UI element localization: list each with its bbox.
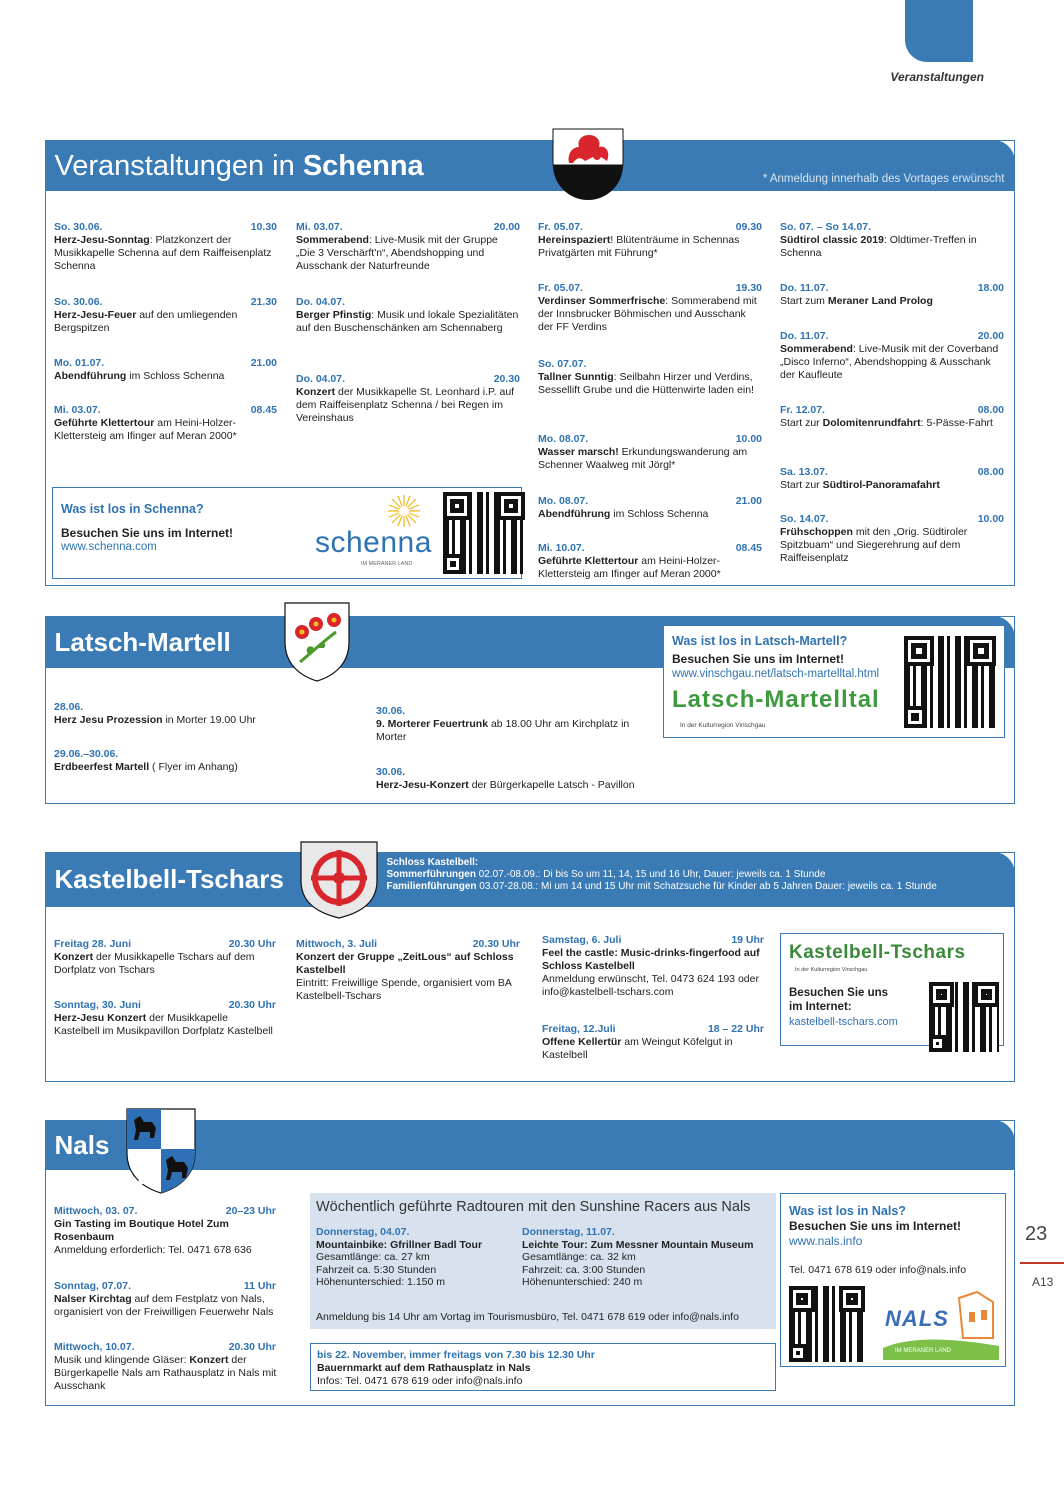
promo-cta: Besuchen Sie uns im Internet! — [789, 1219, 962, 1233]
event-text: Erkundungswanderung am Schenner Waalweg mit Jörgl* — [538, 446, 748, 471]
bike-tour-duration: Fahrzeit: ca. 3:00 Stunden — [522, 1263, 646, 1276]
tour-summer-label: Sommerführungen — [386, 868, 476, 880]
page-number-rule — [1020, 1262, 1064, 1264]
page-number: 23 — [1025, 1223, 1048, 1245]
nals-section — [45, 1120, 1015, 1406]
event-item — [538, 282, 762, 334]
qr-code — [904, 636, 996, 728]
event-item — [376, 766, 676, 792]
event-title: Berger Pfinstig — [296, 309, 372, 321]
bike-tour-elevation: Höhenunterschied: 240 m — [522, 1276, 643, 1288]
schenna-logo-sub: IM MERANER LAND — [361, 561, 413, 567]
kastelbell-website-link[interactable]: kastelbell-tschars.com — [789, 1016, 898, 1028]
event-time: 19.30 — [735, 282, 762, 294]
event-date: Samstag, 6. Juli — [542, 934, 622, 946]
event-text: ( Flyer im Anhang) — [149, 761, 238, 773]
promo-cta: Besuchen Sie uns im Internet! — [672, 652, 845, 666]
schenna-note: * Anmeldung innerhalb des Vortages erwünscht — [762, 172, 1005, 185]
event-title: Herz-Jesu-Konzert — [376, 779, 469, 791]
event-item — [780, 221, 1004, 260]
event-title: Gin Tasting im Boutique Hotel Zum Rosenbaum — [54, 1218, 229, 1243]
event-title: Nalser Kirchtag — [54, 1293, 132, 1305]
event-text: am Heini-Holzer-Klettersteig am Ifinger auf Meran 2000* — [54, 417, 237, 442]
event-time: 08.45 — [250, 404, 277, 416]
event-item — [780, 513, 1004, 565]
event-title: Konzert — [296, 386, 336, 398]
event-date: Mo. 08.07. — [538, 495, 589, 507]
event-text: Start zur — [780, 479, 823, 491]
event-time: 20–23 Uhr — [225, 1205, 276, 1217]
promo-cta: Besuchen Sie uns im Internet: — [789, 987, 889, 1013]
bike-tour-title: Leichte Tour: Zum Messner Mountain Museum — [522, 1238, 754, 1251]
event-date: So. 07.07. — [538, 358, 587, 370]
event-text: : Platzkonzert der Musikkapelle Schenna auf dem Raiffeisenplatz Schenna — [54, 234, 272, 272]
event-title: Frühschoppen — [780, 526, 853, 538]
bike-tour — [522, 1226, 774, 1289]
event-text: : Musik und lokale Spezialitäten auf den Buschenschänken am Schennaberg — [296, 309, 519, 334]
latsch-section — [45, 616, 1015, 804]
event-title: Sommerabend — [780, 343, 853, 355]
event-text: Start zur — [780, 417, 823, 429]
event-date: So. 30.06. — [54, 296, 103, 308]
event-time: 20.30 — [493, 373, 520, 385]
event-text: Musik und klingende Gläser: — [54, 1354, 190, 1366]
event-date: So. 30.06. — [54, 221, 103, 233]
market-info: Infos: Tel. 0471 678 619 oder info@nals.info — [317, 1375, 523, 1387]
event-time: 21.00 — [735, 495, 762, 507]
sun-icon — [387, 494, 421, 528]
event-date: Fr. 05.07. — [538, 221, 583, 233]
event-time: 21.30 — [250, 296, 277, 308]
event-item — [296, 296, 520, 335]
event-time: 20.30 Uhr — [228, 999, 276, 1011]
kastelbell-logo-sub: In der Kulturregion Vinschgau — [795, 967, 868, 973]
event-date: Freitag 28. Juni — [54, 938, 132, 950]
event-date: Mi. 03.07. — [296, 221, 343, 233]
event-item — [54, 221, 277, 273]
kastelbell-promo-box — [780, 933, 1004, 1046]
event-title: Erdbeerfest Martell — [54, 761, 150, 773]
event-date: 29.06.–30.06. — [54, 748, 119, 760]
event-item — [542, 934, 764, 999]
kastelbell-crest-icon — [300, 841, 378, 919]
market-box — [310, 1343, 776, 1391]
event-title: Dolomitenrundfahrt — [822, 417, 921, 429]
event-text: am Weingut Köfelgut in Kastelbell — [542, 1036, 733, 1061]
event-time: 19 Uhr — [731, 934, 764, 946]
event-time: 20.00 — [977, 330, 1004, 342]
event-title: Verdinser Sommerfrische — [538, 295, 666, 307]
event-item — [538, 358, 762, 397]
tours-heading: Schloss Kastelbell: — [386, 856, 479, 868]
event-title: Konzert der Gruppe „ZeitLous“ auf Schloss Kastelbell — [296, 951, 514, 976]
market-date: bis 22. November, immer freitags von 7.30 bis 12.30 Uhr — [317, 1349, 595, 1361]
schenna-crest-icon — [551, 127, 625, 203]
event-text: Anmeldung erwünscht, Tel. 0473 624 193 oder info@kastelbell-tschars.com — [542, 973, 759, 998]
promo-question: Was ist los in Schenna? — [61, 502, 204, 516]
event-date: 30.06. — [376, 766, 406, 778]
bike-tour — [316, 1226, 521, 1289]
event-time: 08.00 — [977, 404, 1004, 416]
event-date: Sonntag, 30. Juni — [54, 999, 141, 1011]
event-text: ab 18.00 Uhr am Kirchplatz in Morter — [376, 718, 630, 743]
event-time: 20.30 Uhr — [228, 1341, 276, 1353]
page-sub-number: A13 — [1032, 1275, 1054, 1289]
promo-question: Was ist los in Latsch-Martell? — [672, 634, 848, 648]
event-date: Sonntag, 07.07. — [54, 1280, 132, 1292]
event-item — [780, 466, 1004, 492]
event-item — [296, 221, 520, 273]
bike-tour-date: Donnerstag, 04.07. — [316, 1226, 410, 1238]
event-item — [296, 938, 520, 1003]
event-item — [54, 1341, 294, 1393]
event-date: Mi. 03.07. — [54, 404, 101, 416]
event-date: Do. 04.07. — [296, 296, 346, 308]
event-time: 18 – 22 Uhr — [707, 1023, 764, 1035]
event-text: : 5-Pässe-Fahrt — [920, 417, 993, 429]
event-text: der Musikkapelle Kastelbell im Musikpavillon Dorfplatz Kastelbell — [54, 1012, 273, 1037]
event-text: ! Blütenträume in Schennas Privatgärten mit Führung* — [538, 234, 740, 259]
event-title: Geführte Klettertour — [538, 555, 639, 567]
qr-code — [929, 982, 999, 1052]
event-item — [538, 542, 762, 581]
event-text: der Bürgerkapelle Latsch - Pavillon — [468, 779, 635, 791]
promo-cta: Besuchen Sie uns im Internet! — [61, 526, 234, 540]
event-item — [54, 1205, 276, 1257]
event-item — [780, 282, 1004, 308]
promo-question: Was ist los in Nals? — [789, 1204, 906, 1218]
event-text: auf den umliegenden Bergspitzen — [54, 309, 238, 334]
event-date: Sa. 13.07. — [780, 466, 828, 478]
event-item — [780, 330, 1004, 382]
event-date: Do. 11.07. — [780, 282, 829, 294]
bike-tour-date: Donnerstag, 11.07. — [522, 1226, 615, 1238]
event-text: im Schloss Schenna — [126, 370, 225, 382]
qr-code — [443, 492, 525, 574]
event-time: 10.30 — [250, 221, 277, 233]
event-title: Wasser marsch! — [538, 446, 619, 458]
event-text: in Morter 19.00 Uhr — [162, 714, 256, 726]
event-date: Fr. 05.07. — [538, 282, 583, 294]
event-text: der Musikkapelle Tschars auf dem Dorfplatz von Tschars — [54, 951, 255, 976]
event-date: Mi. 10.07. — [538, 542, 585, 554]
event-text: Start zum — [780, 295, 828, 307]
event-time: 10.00 — [735, 433, 762, 445]
event-text: der Musikkapelle St. Leonhard i.P. auf dem Raiffeisenplatz Schenna / bei Regen im Vereinshaus — [296, 386, 515, 424]
event-text: : Oldtimer-Treffen in Schenna — [780, 234, 977, 259]
event-time: 08.00 — [977, 466, 1004, 478]
nals-promo-box — [780, 1193, 1006, 1367]
event-text: auf dem Festplatz von Nals, organisiert von der Freiwilligen Feuerwehr Nals — [54, 1293, 274, 1318]
event-date: Do. 11.07. — [780, 330, 829, 342]
event-time: 20.30 Uhr — [228, 938, 276, 950]
event-item — [54, 748, 354, 774]
event-title: Feel the castle: Music-drinks-fingerfood auf Schloss Kastelbell — [542, 947, 760, 972]
tour-family-text: 03.07-28.08.: Mi um 14 und 15 Uhr mit Schatzsuche für Kinder ab 5 Jahren Dauer: jeweils ca. 1 Stunde — [476, 880, 937, 892]
event-date: 30.06. — [376, 705, 406, 717]
nals-contact: Tel. 0471 678 619 oder info@nals.info — [789, 1264, 967, 1276]
event-title: Südtirol-Panoramafahrt — [822, 479, 940, 491]
event-title: Herz Jesu Prozession — [54, 714, 163, 726]
tour-summer-text: 02.07.-08.09.: Di bis So um 11, 14, 15 und 16 Uhr, Dauer: jeweils ca. 1 Stunde — [475, 868, 826, 880]
event-text: : Seilbahn Hirzer und Verdins, Sessellift Grube und die Hüttenwirte laden ein! — [538, 371, 754, 396]
event-item — [54, 357, 277, 383]
event-title: Geführte Klettertour — [54, 417, 155, 429]
event-date: Mo. 08.07. — [538, 433, 589, 445]
bike-tour-elevation: Höhenunterschied: 1.150 m — [316, 1276, 445, 1288]
schenna-logo: schenna — [315, 526, 432, 559]
event-date: Mittwoch, 3. Juli — [296, 938, 378, 950]
event-title: Herz-Jesu Konzert — [54, 1012, 147, 1024]
event-date: So. 07. – So 14.07. — [780, 221, 872, 233]
event-title: Hereinspaziert — [538, 234, 611, 246]
latsch-logo: Latsch-Martelltal — [672, 686, 880, 713]
event-date: Mittwoch, 10.07. — [54, 1341, 135, 1353]
event-time: 10.00 — [977, 513, 1004, 525]
kastelbell-logo: Kastelbell-Tschars — [789, 942, 966, 963]
event-text: : Live-Musik mit der Gruppe „Die 3 Verschärft'n“, Abendshopping und Ausschank der Naturfreunde — [296, 234, 498, 272]
event-text: Eintritt: Freiwillige Spende, organisiert vom BA Kastelbell-Tschars — [296, 977, 512, 1002]
event-item — [780, 404, 1004, 430]
event-date: Freitag, 12.Juli — [542, 1023, 616, 1035]
latsch-logo-sub: In der Kulturregion Vinschgau — [680, 722, 766, 729]
event-item — [54, 701, 354, 727]
event-text: Anmeldung erforderlich: Tel. 0471 678 636 — [54, 1244, 252, 1256]
event-item — [54, 938, 276, 977]
market-title: Bauernmarkt auf dem Rathausplatz in Nals — [317, 1362, 531, 1374]
event-time: 08.45 — [735, 542, 762, 554]
bike-tour-length: Gesamtlänge: ca. 27 km — [316, 1251, 430, 1263]
event-item — [296, 373, 520, 425]
event-title: Abendführung — [54, 370, 127, 382]
event-date: Mittwoch, 03. 07. — [54, 1205, 138, 1217]
schenna-section — [45, 140, 1015, 586]
bike-tours-box — [310, 1193, 776, 1329]
bike-tour-title: Mountainbike: Gfrillner Badl Tour — [316, 1238, 483, 1251]
schenna-title — [55, 150, 424, 183]
event-time: 21.00 — [250, 357, 277, 369]
tour-family-label: Familienführungen — [386, 880, 477, 892]
latsch-promo-box — [663, 625, 1005, 738]
event-title: Herz-Jesu-Sonntag — [54, 234, 150, 246]
event-text: : Sommerabend mit der Innsbrucker Böhmischen und Ausschank der FF Verdins — [538, 295, 757, 333]
schenna-title-light: Veranstaltungen in — [54, 149, 303, 182]
qr-code — [789, 1286, 865, 1362]
event-title: Offene Kellertür — [542, 1036, 622, 1048]
event-date: Mo. 01.07. — [54, 357, 105, 369]
event-title: Südtirol classic 2019 — [780, 234, 884, 246]
event-title: 9. Morterer Feuertrunk — [376, 718, 489, 730]
event-title: Meraner Land Prolog — [827, 295, 933, 307]
bike-tours-heading: Wöchentlich geführte Radtouren mit den Sunshine Racers aus Nals — [316, 1199, 751, 1215]
event-title: Konzert — [189, 1354, 229, 1366]
nals-website-link[interactable]: www.nals.info — [789, 1234, 863, 1248]
nals-crest-icon — [126, 1108, 196, 1194]
kastelbell-header-band — [45, 852, 1015, 907]
section-tab-marker — [905, 0, 973, 62]
event-title: Sommerabend — [296, 234, 369, 246]
event-text: am Heini-Holzer-Klettersteig am Ifinger auf Meran 2000* — [538, 555, 721, 580]
latsch-website-link[interactable]: www.vinschgau.net/latsch-martelltal.html — [672, 668, 880, 680]
kastelbell-section — [45, 852, 1015, 1082]
event-text: : Live-Musik mit der Coverband „Disco Inferno“, Abendshopping & Ausschank der Kaufleute — [780, 343, 999, 381]
event-item — [376, 705, 656, 744]
event-title: Konzert — [54, 951, 94, 963]
event-item — [54, 999, 276, 1038]
event-item — [542, 1023, 764, 1062]
event-text: der Bürgerkapelle Nals am Rathausplatz in Nals mit Ausschank — [54, 1354, 277, 1392]
nals-logo-sub: IM MERANER LAND — [895, 1348, 952, 1354]
event-text: im Schloss Schenna — [610, 508, 709, 520]
event-item — [54, 404, 277, 443]
event-time: 11 Uhr — [243, 1280, 276, 1292]
event-time: 09.30 — [735, 221, 762, 233]
event-title: Abendführung — [538, 508, 611, 520]
event-item — [538, 495, 762, 521]
event-date: Fr. 12.07. — [780, 404, 825, 416]
event-item — [538, 221, 762, 260]
tour-summer — [387, 869, 937, 881]
nals-title: Nals — [54, 1129, 110, 1160]
schenna-header-band — [45, 140, 1015, 191]
schenna-website-link[interactable]: www.schenna.com — [61, 541, 157, 553]
event-item — [538, 433, 762, 472]
section-label: Veranstaltungen — [890, 70, 984, 84]
latsch-title: Latsch-Martell — [54, 626, 231, 657]
latsch-crest-icon — [284, 602, 350, 682]
bike-tours-footer: Anmeldung bis 14 Uhr am Vortag im Tourismusbüro, Tel. 0471 678 619 oder info@nals.info — [316, 1311, 739, 1323]
kastelbell-tours — [387, 857, 937, 893]
event-item — [54, 296, 277, 335]
event-title: Herz-Jesu-Feuer — [54, 309, 137, 321]
event-date: 28.06. — [54, 701, 84, 713]
schenna-promo-box — [52, 487, 522, 579]
schenna-title-bold: Schenna — [302, 149, 424, 182]
event-date: So. 14.07. — [780, 513, 829, 525]
tour-family — [387, 881, 937, 893]
bike-tour-length: Gesamtlänge: ca. 32 km — [522, 1251, 636, 1263]
event-time: 20.00 — [493, 221, 520, 233]
event-time: 18.00 — [977, 282, 1004, 294]
bike-tour-duration: Fahrzeit ca. 5:30 Stunden — [316, 1263, 437, 1276]
event-title: Tallner Sunntig — [538, 371, 614, 383]
event-item — [54, 1280, 284, 1319]
event-time: 20.30 Uhr — [472, 938, 520, 950]
nals-logo: NALS — [885, 1306, 949, 1331]
kastelbell-title: Kastelbell-Tschars — [54, 863, 284, 894]
event-date: Do. 04.07. — [296, 373, 346, 385]
event-text: mit den „Orig. Südtiroler Spitzbuam“ und Siegerehrung auf dem Raiffeisenplatz — [780, 526, 968, 564]
